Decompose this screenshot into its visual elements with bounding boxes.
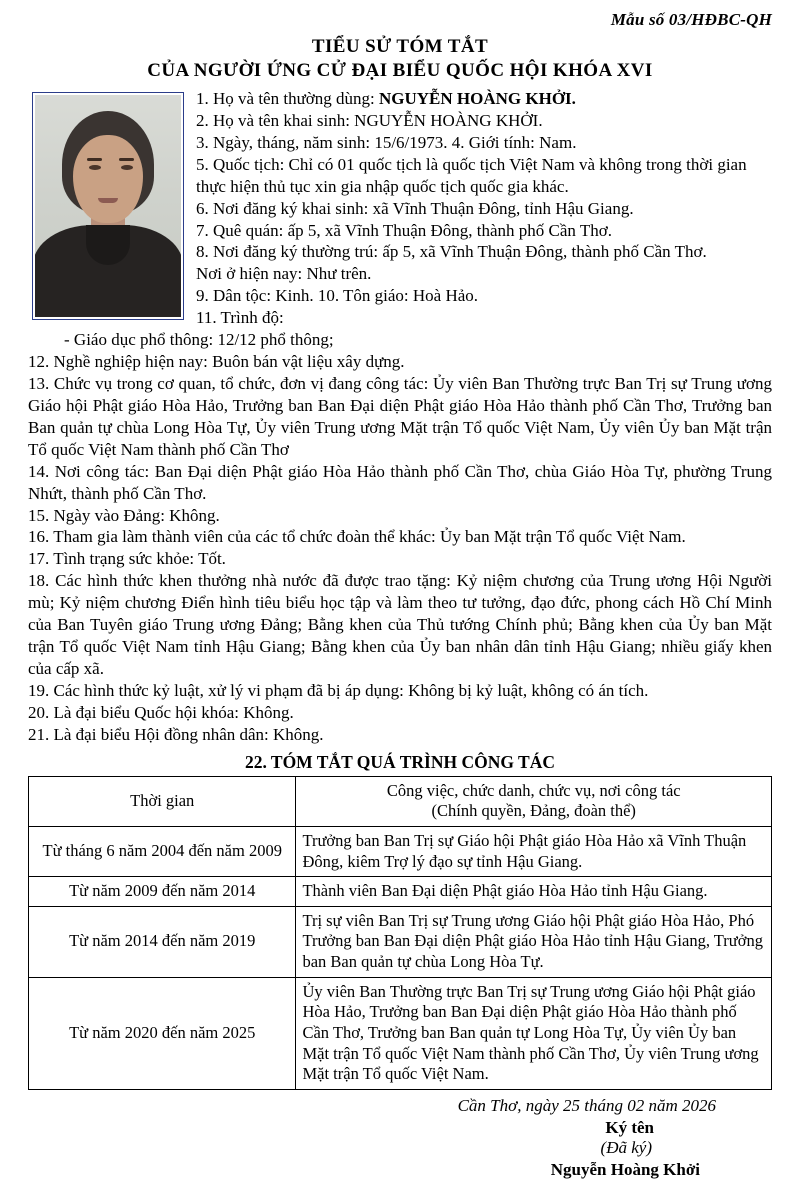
- form-code: Mẫu số 03/HĐBC-QH: [610, 10, 772, 29]
- item-14: 14. Nơi công tác: Ban Đại diện Phật giáo Hòa Hảo thành phố Cần Thơ, chùa Giáo Hòa Tự, phường Trung Nhứt, thành phố Cần Thơ.: [28, 461, 772, 503]
- career-section-title: 22. TÓM TẮT QUÁ TRÌNH CÔNG TÁC: [244, 751, 556, 772]
- table-row: [29, 906, 772, 977]
- career-row-work: Trưởng ban Ban Trị sự Giáo hội Phật giáo Hòa Hảo xã Vĩnh Thuận Đông, kiêm Trợ lý đạo sự tỉnh Hậu Giang.: [296, 826, 772, 876]
- career-row-time: Từ tháng 6 năm 2004 đến năm 2009: [29, 826, 296, 876]
- career-row-time: Từ năm 2014 đến năm 2019: [29, 906, 296, 977]
- signature-da-ky: (Đã ký): [600, 1137, 652, 1157]
- item-13: 13. Chức vụ trong cơ quan, tổ chức, đơn vị đang công tác: Ủy viên Ban Thường trực Ban Trị sự Trung ương Giáo hội Phật giáo Hòa Hảo, Trưởng ban Ban Đại diện Phật giáo Hòa Hảo thành phố Cần Thơ, Trưởng ban Ban quản tự chùa Long Hòa Tự, Ủy viên Trung ương Mặt trận Tổ quốc Việt Nam, Ủy viên Ủy ban Mặt trận Tổ quốc Việt Nam thành phố Cần Thơ: [28, 373, 772, 459]
- career-row-work: Trị sự viên Ban Trị sự Trung ương Giáo hội Phật giáo Hòa Hảo, Phó Trưởng ban Ban Đại diện Phật giáo Hòa Hảo tỉnh Hậu Giang, Trưởng ban Ban quản tự chùa Long Hòa Tự.: [296, 906, 772, 977]
- item-16: 16. Tham gia làm thành viên của các tổ chức đoàn thể khác: Ủy ban Mặt trận Tổ quốc Việt Nam.: [28, 527, 686, 547]
- table-row: [29, 877, 772, 907]
- career-row-work: Thành viên Ban Đại diện Phật giáo Hòa Hảo tỉnh Hậu Giang.: [296, 877, 772, 907]
- career-header-time: Thời gian: [29, 776, 296, 826]
- item-11: 11. Trình độ:: [196, 308, 284, 328]
- item-18: 18. Các hình thức khen thưởng nhà nước đã được trao tặng: Kỷ niệm chương của Trung ương Hội Người mù; Kỷ niệm chương Điển hình tiêu biểu học tập và làm theo tư tưởng, đạo đức, phong cách Hồ Chí Minh của Ban Tuyên giáo Trung ương Đảng; Bằng khen của Thủ tướng Chính phủ; Bằng khen của Ủy ban Mặt trận Tổ quốc Việt Nam tỉnh Hậu Giang; Bằng khen của Ủy ban nhân dân tỉnh Hậu Giang; nhiều giấy khen của cấp xã.: [28, 571, 772, 678]
- item-8: 8. Nơi đăng ký thường trú: ấp 5, xã Vĩnh Thuận Đông, thành phố Cần Thơ.: [196, 242, 707, 262]
- title-line-1: TIỂU SỬ TÓM TẮT: [311, 36, 489, 57]
- career-header-work-line-2: (Chính quyền, Đảng, đoàn thể): [431, 801, 636, 821]
- title-line-2: CỦA NGƯỜI ỨNG CỬ ĐẠI BIỂU QUỐC HỘI KHÓA XVI: [147, 60, 653, 81]
- document-title: [28, 36, 772, 82]
- item-9-and-10: 9. Dân tộc: Kinh. 10. Tôn giáo: Hoà Hảo.: [196, 286, 479, 306]
- item-5-line-2: thực hiện thủ tục xin gia nhập quốc tịch quốc gia khác.: [196, 176, 569, 196]
- table-row: [29, 826, 772, 876]
- item-1-value: NGUYỄN HOÀNG KHỞI.: [379, 89, 576, 108]
- signature-name: Nguyễn Hoàng Khởi: [550, 1159, 700, 1179]
- item-15: 15. Ngày vào Đảng: Không.: [28, 505, 220, 525]
- photo-portrait: [35, 95, 181, 317]
- table-row: [29, 977, 772, 1089]
- career-row-time: Từ năm 2009 đến năm 2014: [29, 877, 296, 907]
- item-5-line-1: 5. Quốc tịch: Chỉ có 01 quốc tịch là quốc tịch Việt Nam và không trong thời gian: [196, 154, 747, 174]
- career-table-header-row: [29, 776, 772, 826]
- career-header-work-line-1: Công việc, chức danh, chức vụ, nơi công tác: [386, 780, 681, 800]
- item-19: 19. Các hình thức kỷ luật, xử lý vi phạm đã bị áp dụng: Không bị kỷ luật, không có án tích.: [28, 680, 649, 700]
- signature-ky-ten: Ký tên: [605, 1117, 654, 1137]
- item-11-education: - Giáo dục phổ thông: 12/12 phổ thông;: [64, 330, 334, 350]
- signature-place-date: Cần Thơ, ngày 25 tháng 02 năm 2026: [457, 1095, 716, 1115]
- item-2: 2. Họ và tên khai sinh: NGUYỄN HOÀNG KHỞI.: [196, 110, 543, 130]
- item-7: 7. Quê quán: ấp 5, xã Vĩnh Thuận Đông, thành phố Cần Thơ.: [196, 220, 612, 240]
- item-17: 17. Tình trạng sức khỏe: Tốt.: [28, 549, 226, 569]
- career-row-time: Từ năm 2020 đến năm 2025: [29, 977, 296, 1089]
- signature-block: [28, 1096, 772, 1180]
- candidate-photo: [32, 92, 184, 320]
- career-header-work: [296, 776, 772, 826]
- item-20: 20. Là đại biểu Quốc hội khóa: Không.: [28, 702, 294, 722]
- item-8-current-residence: Nơi ở hiện nay: Như trên.: [196, 264, 372, 284]
- item-3-and-4: 3. Ngày, tháng, năm sinh: 15/6/1973. 4. Giới tính: Nam.: [196, 132, 577, 152]
- biography-body-continued: [28, 351, 772, 746]
- item-21: 21. Là đại biểu Hội đồng nhân dân: Không.: [28, 724, 324, 744]
- biography-body: [28, 88, 772, 351]
- career-table: [28, 776, 772, 1090]
- item-6: 6. Nơi đăng ký khai sinh: xã Vĩnh Thuận Đông, tỉnh Hậu Giang.: [196, 198, 634, 218]
- item-1-label: 1. Họ và tên thường dùng:: [196, 89, 375, 108]
- career-row-work: Ủy viên Ban Thường trực Ban Trị sự Trung ương Giáo hội Phật giáo Hòa Hảo, Trưởng ban Ban Đại diện Phật giáo Hòa Hảo thành phố Cần Thơ, Trưởng ban Ban quản tự Long Hòa Tự, Ủy viên Ủy ban Mặt trận Tổ quốc Việt Nam thành phố Cần Thơ, Ủy viên Trung ương Mặt trận Tổ quốc Việt Nam.: [296, 977, 772, 1089]
- item-12: 12. Nghề nghiệp hiện nay: Buôn bán vật liệu xây dựng.: [28, 352, 405, 372]
